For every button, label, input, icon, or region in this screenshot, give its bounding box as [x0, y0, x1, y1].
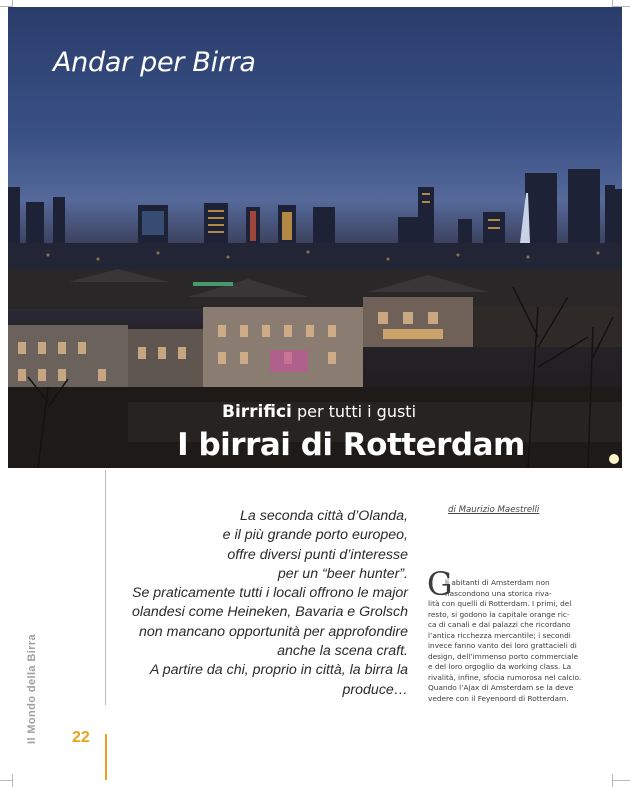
body-line: Quando l’Ajax di Amsterdam se la deve [428, 683, 574, 692]
lead-line: A partire da chi, proprio in città, la birra la [149, 662, 408, 679]
body-line: vedere con il Feyenoord di Rotterdam. [428, 693, 569, 703]
crop-mark [0, 780, 12, 781]
crop-mark [612, 780, 630, 781]
lead-line: anche la scena craft. [277, 643, 408, 660]
kicker [8, 402, 622, 422]
magazine-name: Il Mondo della Birra [26, 633, 38, 744]
body-line: l’antica ricchezza mercantile; i secondi [428, 630, 571, 640]
author-byline: di Maurizio Maestrelli [448, 505, 540, 515]
lead-line: La seconda città d’Olanda, [240, 508, 408, 524]
crop-mark [12, 774, 13, 787]
kicker-rest: per tutti i gusti [296, 402, 417, 421]
section-title: Andar per Birra [53, 47, 256, 78]
column-divider [105, 470, 106, 705]
lead-line: offre diversi punti d’interesse [227, 546, 408, 563]
article-headline: I birrai di Rotterdam [177, 427, 525, 463]
body-line: li abitanti di Amsterdam non [445, 578, 550, 587]
lead-line: per un “beer hunter”. [277, 565, 408, 582]
lead-line: olandesi come Heineken, Bavaria e Grolsch [131, 604, 408, 621]
body-line: invece fanno vanto dei loro grattacieli di [428, 641, 577, 650]
lead-line: produce… [342, 681, 408, 698]
page-number: 22 [72, 729, 90, 746]
body-line: rivalità, infine, sfocia rumorosa nel calcio. [428, 672, 582, 682]
body-line: resto, si godono la capitale orange ric- [428, 609, 570, 619]
lead-line: Se praticamente tutti i locali offrono le major [132, 585, 408, 602]
body-line: ca di canali e dai palazzi che ricordano [428, 620, 571, 629]
drop-cap: G [427, 565, 453, 603]
body-line: lità con quelli di Rotterdam. I primi, del [428, 599, 572, 608]
crop-mark [612, 774, 613, 787]
lead-line: non mancano opportunità per approfondire [139, 623, 408, 640]
lead-paragraph [110, 507, 408, 700]
hero-photo [8, 7, 622, 468]
accent-divider [105, 734, 107, 780]
body-line: design, dell’immenso porto commerciale [428, 651, 579, 661]
lead-line: e il più grande porto europeo, [222, 527, 408, 544]
body-line: nascondono una storica riva- [445, 588, 552, 598]
body-text [428, 578, 582, 704]
kicker-bold: Birrifici [221, 402, 292, 422]
body-line: e del loro orgoglio da working class. La [428, 662, 572, 671]
